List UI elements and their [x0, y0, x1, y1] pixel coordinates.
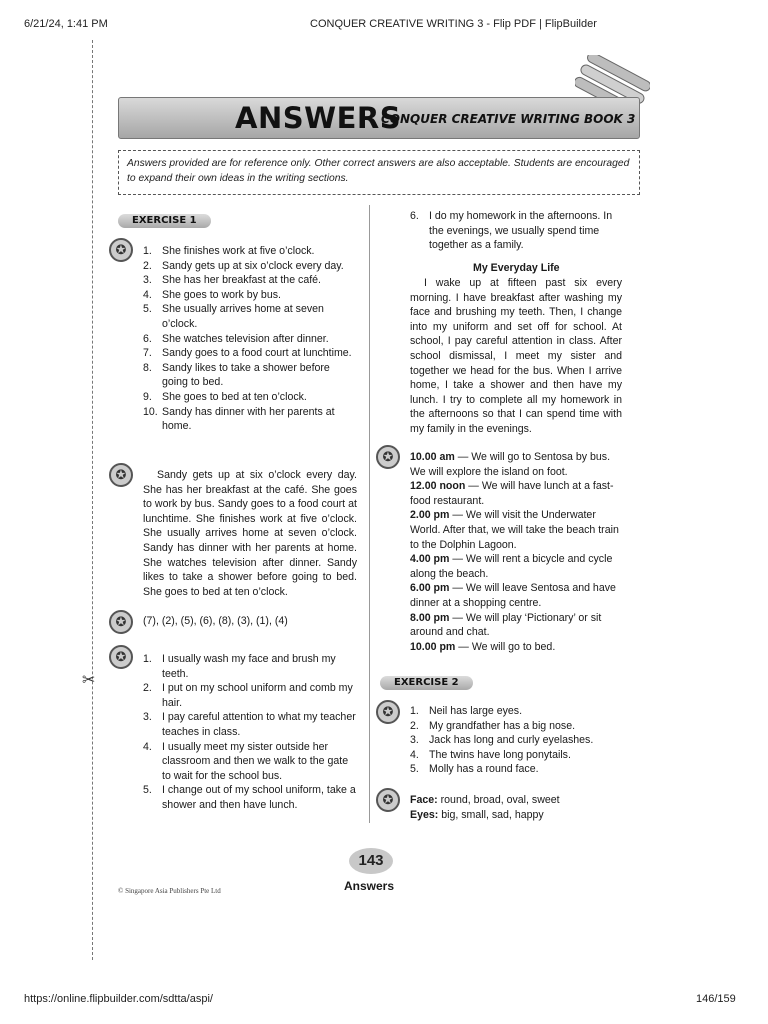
list-item: 5. Molly has a round face.: [410, 763, 539, 776]
exercise-2-label: EXERCISE 2: [380, 676, 473, 690]
reference-notice: Answers provided are for reference only. Other correct answers are also acceptable. Students are encouraged to expand their own ideas in the writing sections.: [118, 150, 640, 195]
page-number-badge: 143: [349, 848, 393, 874]
exercise-1-a-list: [143, 244, 357, 434]
descriptor-row: Eyes: big, small, sad, happy: [410, 808, 544, 821]
list-item: 5. She usually arrives home at seven o’clock.: [143, 303, 324, 330]
exercise-1-d-list-continued: [410, 209, 622, 253]
column-divider: [369, 205, 370, 823]
exercise-1-b-paragraph: Sandy gets up at six o’clock every day. She has her breakfast at the café. She goes to work by bus. Sandy goes to a food court at lunchtime. She finishes work at five o’clock. She usually arrives home at seven o’clock. Sandy has dinner with her parents at home. She watches television after dinner. Sandy likes to take a shower before going to bed. She goes to bed at ten o’clock.: [143, 469, 357, 598]
list-item: 6. She watches television after dinner.: [143, 332, 329, 345]
exercise-1-label: EXERCISE 1: [118, 214, 211, 228]
list-item: 10. Sandy has dinner with her parents at home.: [143, 405, 335, 433]
list-item: 1. She finishes work at five o’clock.: [143, 245, 315, 257]
schedule-item: 12.00 noon — We will have lunch at a fast-food restaurant.: [410, 480, 614, 507]
schedule-item: 10.00 am — We will go to Sentosa by bus. We will explore the island on foot.: [410, 451, 611, 478]
list-item: 3. Jack has long and curly eyelashes.: [410, 734, 594, 747]
schedule-item: 8.00 pm — We will play ‘Pictionary’ or sit around and chat.: [410, 611, 602, 639]
answers-banner: [118, 97, 640, 139]
list-item: 9. She goes to bed at ten o’clock.: [143, 390, 307, 403]
exercise-1-d-list: [143, 652, 357, 813]
story-title: My Everyday Life: [473, 262, 560, 274]
schedule-list: [410, 450, 622, 654]
exercise-2-b-icon: ✪: [376, 788, 400, 812]
section-d-icon: ✪: [109, 645, 133, 669]
list-item: 3. She has her breakfast at the café.: [143, 274, 322, 287]
section-a-icon: ✪: [109, 238, 133, 262]
section-b-icon: ✪: [109, 463, 133, 487]
schedule-item: 6.00 pm — We will leave Sentosa and have dinner at a shopping centre.: [410, 582, 616, 609]
print-datetime: 6/21/24, 1:41 PM: [24, 18, 108, 30]
list-item: 1. Neil has large eyes.: [410, 705, 523, 717]
print-page-count: 146/159: [696, 993, 736, 1005]
descriptor-row: Face: round, broad, oval, sweet: [410, 794, 560, 806]
cut-line: [92, 40, 93, 960]
list-item: 6. I do my homework in the afternoons. In the evenings, we usually spend time together as a family.: [410, 210, 613, 252]
list-item: 3. I pay careful attention to what my teacher teaches in class.: [143, 711, 356, 738]
section-e-icon: ✪: [376, 445, 400, 469]
schedule-item: 2.00 pm — We will visit the Underwater World. After that, we will take the beach train to the Dolphin Lagoon.: [410, 509, 619, 551]
exercise-2-a-icon: ✪: [376, 700, 400, 724]
list-item: 2. I put on my school uniform and comb my hair.: [143, 682, 353, 709]
story-paragraph: I wake up at fifteen past six every morning. I have breakfast after washing my face and brushing my teeth. Then, I change into my uniform and set off for school. At school, I pay careful attention in class. After school dismissal, I meet my sister and together we head for the bus. When I arrive home, I take a shower and then have my lunch. I try to complete all my homework in the afternoons so that I can spend time with my family in the evenings.: [410, 277, 622, 435]
list-item: 4. She goes to work by bus.: [143, 288, 281, 301]
exercise-1-c-order: (7), (2), (5), (6), (8), (3), (1), (4): [143, 615, 288, 627]
banner-subtitle: CONQUER CREATIVE WRITING BOOK 3: [381, 112, 636, 126]
scissors-icon: ✂: [82, 672, 96, 689]
list-item: 4. The twins have long ponytails.: [410, 748, 571, 761]
schedule-item: 4.00 pm — We will rent a bicycle and cycle along the beach.: [410, 553, 613, 580]
section-c-icon: ✪: [109, 610, 133, 634]
banner-title: ANSWERS: [235, 101, 402, 135]
print-url[interactable]: https://online.flipbuilder.com/sdtta/aspi/: [24, 993, 213, 1005]
exercise-2-b-list: [410, 793, 622, 822]
page-label: Answers: [344, 879, 395, 893]
list-item: 2. Sandy gets up at six o’clock every day.: [143, 259, 344, 272]
list-item: 1. I usually wash my face and brush my teeth.: [143, 653, 336, 680]
print-page-title: CONQUER CREATIVE WRITING 3 - Flip PDF | FlipBuilder: [310, 18, 597, 30]
list-item: 7. Sandy goes to a food court at lunchtime.: [143, 347, 352, 360]
copyright-text: © Singapore Asia Publishers Pte Ltd: [118, 887, 221, 895]
schedule-item: 10.00 pm — We will go to bed.: [410, 640, 556, 653]
list-item: 8. Sandy likes to take a shower before going to bed.: [143, 361, 330, 389]
list-item: 5. I change out of my school uniform, take a shower and then have lunch.: [143, 784, 356, 811]
list-item: 4. I usually meet my sister outside her classroom and then we walk to the gate to wait for the school bus.: [143, 740, 349, 782]
exercise-2-a-list: [410, 704, 622, 777]
list-item: 2. My grandfather has a big nose.: [410, 719, 576, 732]
